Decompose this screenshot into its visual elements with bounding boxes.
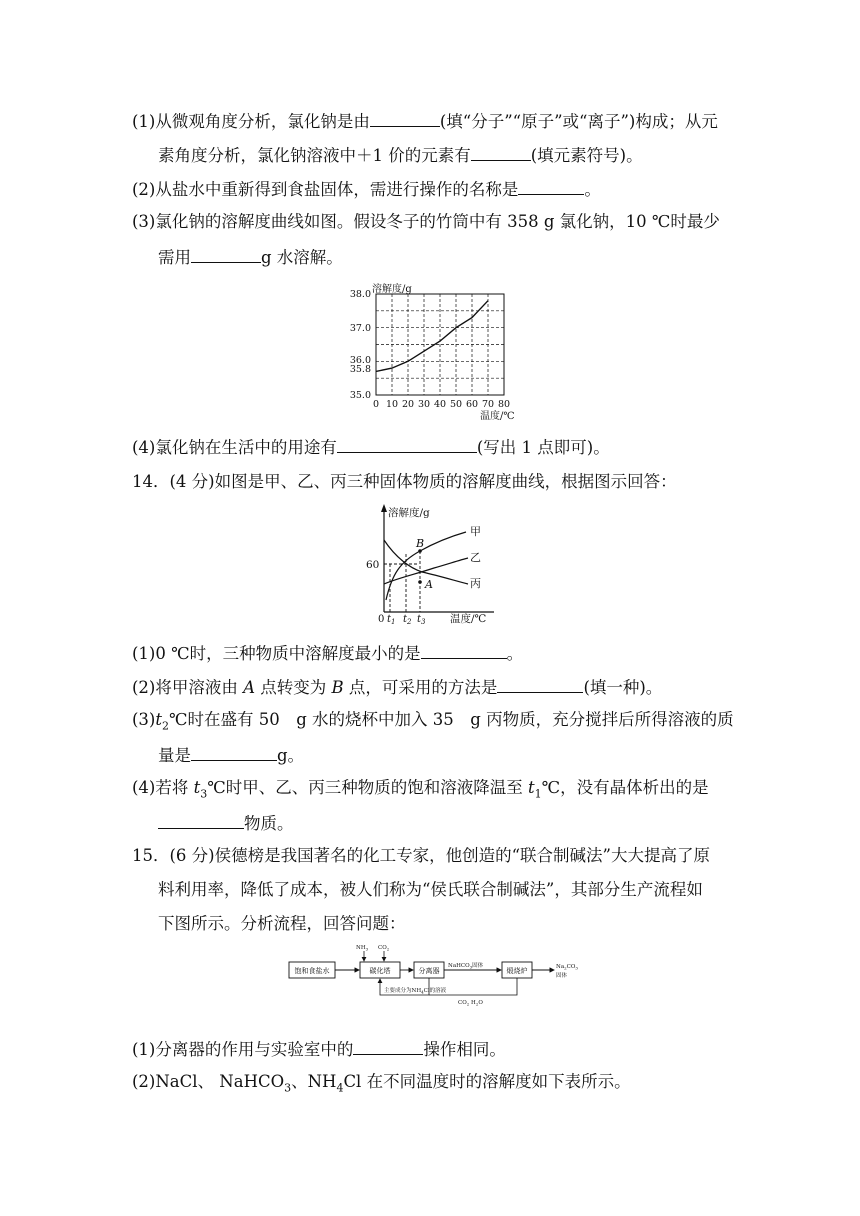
q15-part1	[132, 1036, 740, 1062]
q14-part3-line1	[132, 708, 740, 738]
ytick-37: 37.0	[349, 323, 371, 334]
q13-p1-text-c: 素角度分析，氯化钠溶液中＋1 价的元素有	[158, 146, 471, 165]
q13-p2-text-a: (2)从盐水中重新得到食盐固体，需进行操作的名称是	[132, 180, 519, 199]
q14-p2-text-d: (填一种)。	[583, 678, 663, 697]
input-nh3: $NH_3$	[356, 945, 369, 952]
q14-p3-text-c: 量是	[158, 746, 191, 765]
answer-blank[interactable]	[421, 640, 507, 659]
q13-p3-text-c: g 水溶解。	[261, 248, 343, 267]
point-a	[418, 580, 422, 584]
series-jia-label: 甲	[470, 525, 481, 538]
q14-stem	[132, 470, 740, 494]
answer-blank[interactable]	[518, 176, 584, 195]
q15-p2-text-a: (2)NaCl、 NaHCO	[132, 1072, 285, 1091]
box-carbonation-label: 碳化塔	[369, 967, 391, 975]
q13-p1-text-d: (填元素符号)。	[530, 146, 643, 165]
product-na2co3: $Na_2CO_3$	[556, 964, 578, 971]
q15-stem-line3	[158, 912, 740, 936]
xtick-50: 50	[449, 399, 463, 410]
temp-t1: t	[527, 778, 535, 797]
nahco3-solid-label: NaHCO$_3$固体	[448, 963, 484, 970]
q14-part3-line2	[158, 742, 740, 768]
origin-label: 0	[378, 614, 385, 624]
q14-stem-text: 14．(4 分)如图是甲、乙、丙三种固体物质的溶解度曲线，根据图示回答：	[132, 472, 677, 491]
temp-t2: t	[155, 710, 163, 729]
xtick-0: 0	[372, 399, 380, 410]
product-solid-label: 固体	[556, 973, 568, 979]
chart2-ytick-60: 60	[366, 559, 380, 571]
tick-t2: $t_2$	[403, 614, 412, 624]
answer-blank[interactable]	[191, 244, 261, 263]
temp-t1-sub: 1	[534, 787, 542, 801]
q13-p3-text-b: 需用	[158, 248, 191, 267]
xtick-30: 30	[417, 399, 431, 410]
q14-p4-text-b: ℃时甲、乙、丙三种物质的饱和溶液降温至	[207, 778, 528, 797]
chart1-ylabel: 溶解度/g	[372, 284, 412, 295]
answer-blank[interactable]	[191, 742, 277, 761]
q13-part3-line2	[158, 244, 740, 270]
answer-blank[interactable]	[353, 1036, 423, 1055]
q14-p1-text-a: (1)0 ℃时，三种物质中溶解度最小的是	[132, 644, 421, 663]
answer-blank[interactable]	[370, 108, 440, 127]
q15-stem-text-1: 15．(6 分)侯德榜是我国著名的化工专家，他创造的“联合制碱法”大大提高了原	[132, 846, 710, 865]
answer-blank[interactable]	[158, 810, 244, 829]
q14-p3-text-d: g。	[277, 746, 305, 765]
xtick-40: 40	[433, 399, 447, 410]
q14-p4-text-a: (4)若将	[132, 778, 194, 797]
label-a: A	[425, 578, 433, 591]
tick-t3: $t_3$	[417, 614, 426, 624]
q15-stem-line2	[158, 878, 740, 902]
series-bing-label: 丙	[470, 577, 481, 590]
q14-part1	[132, 640, 740, 666]
chart1-grid	[376, 294, 504, 395]
y-axis-arrow-icon	[381, 504, 387, 512]
point-a-ref: A	[243, 678, 256, 697]
box-separator-label: 分离器	[418, 967, 440, 975]
xtick-60: 60	[465, 399, 479, 410]
q14-p3-text-a: ℃时在盛有 50 g 水的烧杯中加入 35 g 丙物质，充分搅拌后所得溶液的质	[169, 710, 734, 729]
q14-p4-text-d: 物质。	[244, 814, 294, 833]
answer-blank[interactable]	[497, 674, 583, 693]
q14-part4-line2	[158, 810, 740, 836]
q14-p4-text-c: ℃，没有晶体析出的是	[541, 778, 709, 797]
point-b-ref: B	[331, 678, 344, 697]
process-flow-diagram	[288, 940, 588, 1016]
xtick-20: 20	[401, 399, 415, 410]
nacl-solubility-chart	[340, 282, 530, 422]
temp-t2-sub: 2	[162, 719, 170, 733]
q13-p4-text-b: (写出 1 点即可)。	[476, 438, 610, 457]
xtick-10: 10	[385, 399, 399, 410]
q13-part3-line1	[132, 210, 740, 234]
three-solubility-chart	[364, 502, 504, 624]
chart2-xlabel: 温度/℃	[450, 613, 487, 624]
xtick-70: 70	[481, 399, 495, 410]
temp-t3-sub: 3	[200, 787, 208, 801]
q15-p2-text-b: 、NH	[291, 1072, 337, 1091]
q14-part2	[132, 674, 740, 700]
chart1-xticks	[373, 399, 510, 410]
q13-part2	[132, 176, 740, 202]
q14-p2-text-c: 点，可采用的方法是	[343, 678, 498, 697]
q14-p3-num: (3)	[132, 710, 156, 729]
xtick-80: 80	[497, 399, 511, 410]
q15-p1-text-a: (1)分离器的作用与实验室中的	[132, 1040, 354, 1059]
q13-p1-text-a: (1)从微观角度分析，氯化钠是由	[132, 112, 370, 131]
answer-blank[interactable]	[337, 434, 477, 453]
temp-t3: t	[193, 778, 201, 797]
q13-p2-text-b: 。	[584, 180, 601, 199]
box-brine-label: 饱和食盐水	[294, 967, 330, 975]
q14-p1-text-b: 。	[506, 644, 524, 663]
q13-p4-text-a: (4)氯化钠在生活中的用途有	[132, 438, 337, 457]
ytick-38: 38.0	[349, 289, 371, 300]
q15-stem-text-2: 料利用率，降低了成本，被人们称为“侯氏联合制碱法”，其部分生产流程如	[158, 880, 703, 899]
box-calciner-label: 煅烧炉	[506, 967, 528, 975]
ytick-35-8: 35.8	[349, 364, 371, 375]
q14-part4-line1	[132, 776, 740, 806]
q15-stem-text-3: 下图所示。分析流程，回答问题：	[158, 914, 406, 933]
q13-p3-text-a: (3)氯化钠的溶解度曲线如图。假设冬子的竹筒中有 358 g 氯化钠，10 ℃时最少	[132, 212, 720, 231]
q13-part1-line1	[132, 108, 740, 134]
chart1-yticks	[350, 289, 371, 401]
input-co2: $CO_2$	[378, 945, 390, 952]
q15-part2	[132, 1070, 740, 1100]
chart2-ylabel: 溶解度/g	[388, 507, 430, 519]
label-b: B	[416, 537, 425, 550]
answer-blank[interactable]	[471, 142, 531, 161]
chart1-xlabel: 温度/℃	[480, 411, 515, 422]
ytick-36: 36.0	[349, 355, 371, 366]
tick-t1: $t_1$	[387, 614, 396, 624]
q15-p2-text-c: Cl 在不同温度时的溶解度如下表所示。	[343, 1072, 631, 1091]
q15-stem-line1	[132, 844, 740, 868]
q15-p1-text-b: 操作相同。	[423, 1040, 506, 1059]
q13-p1-text-b: (填“分子”“原子”或“离子”)构成；从元	[439, 112, 718, 131]
recycle-solution-label: 主要成分为$NH_4Cl$的溶液	[384, 988, 447, 995]
q13-part1-line2	[158, 142, 740, 168]
q14-p2-text-b: 点转变为	[255, 678, 332, 697]
recycle-co2-h2o-label: $CO_2$ $H_2O$	[458, 1000, 483, 1007]
q15-p2-sub-4: 4	[336, 1081, 344, 1095]
ytick-35: 35.0	[349, 390, 371, 401]
q14-p2-text-a: (2)将甲溶液由	[132, 678, 244, 697]
nacl-curve	[376, 301, 488, 372]
q15-p2-sub-3: 3	[284, 1081, 292, 1095]
series-yi-label: 乙	[470, 551, 481, 564]
q13-part4	[132, 434, 740, 460]
